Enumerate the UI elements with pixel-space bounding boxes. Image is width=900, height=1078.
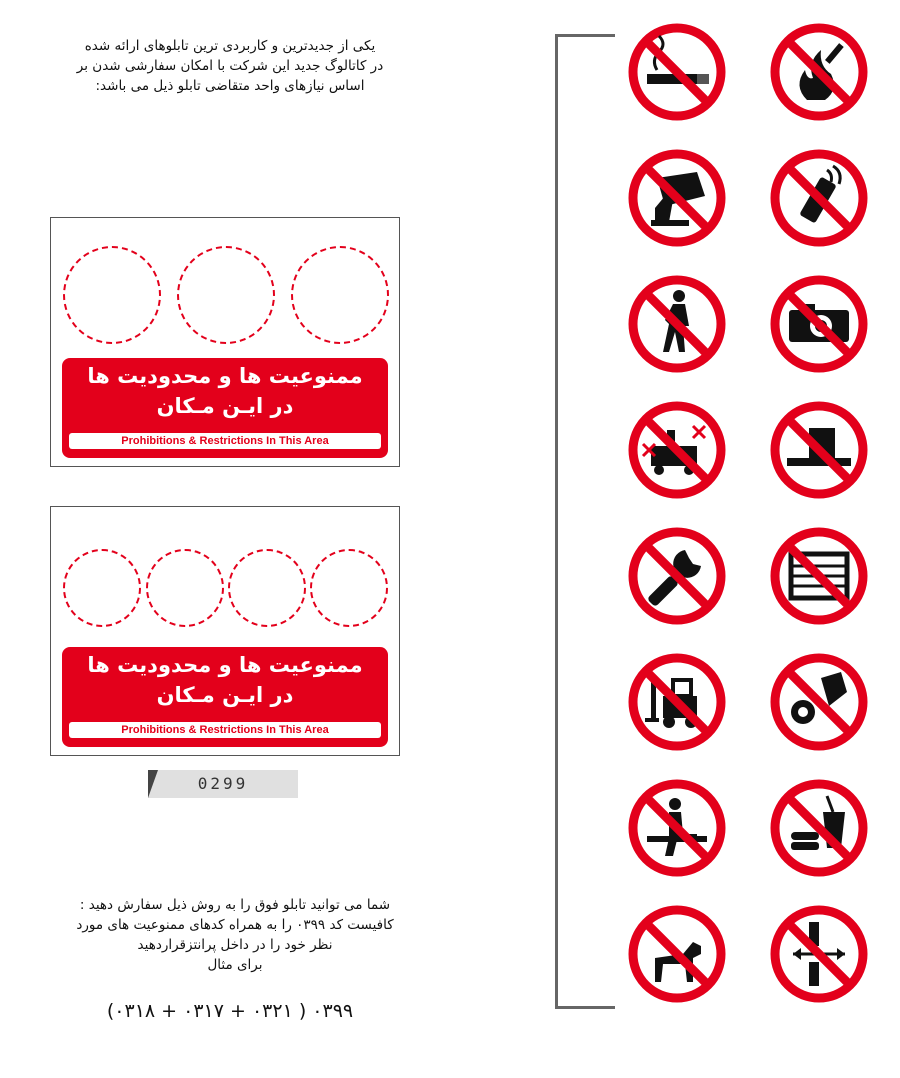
sign-title-line1: ممنوعیت ها و محدودیت ها [87,364,363,388]
placeholder-circle [63,549,141,627]
no-touching-icon [627,148,727,248]
intro-line: یکی از جدیدترین و کاربردی ترین تابلوهای ارائه شده [84,38,376,54]
no-forklift-icon [627,652,727,752]
placeholder-circle [228,549,306,627]
no-dogs-icon [627,904,727,1004]
sign-template-four-slots [50,506,400,756]
order-line: برای مثال [207,957,263,973]
no-sitting-icon [627,778,727,878]
placeholder-circle [291,246,389,344]
icons-bracket [555,34,615,1009]
intro-line: اساس نیازهای واحد متقاضی تابلو ذیل می باشد: [95,78,365,94]
no-tools-icon [627,526,727,626]
no-photography-icon [769,274,869,374]
no-stacking-icon [769,526,869,626]
placeholder-circle [63,246,161,344]
sign-title-line2: در ایـن مـکان [156,683,294,707]
placeholder-circle [310,549,388,627]
no-heavy-load-icon [769,400,869,500]
intro-line: در کاتالوگ جدید این شرکت با امکان سفارشی شدن بر [76,58,384,74]
no-smoking-icon [627,22,727,122]
placeholder-circle [146,549,224,627]
sign-banner [62,647,388,747]
no-food-or-drink-icon [769,778,869,878]
no-open-flame-icon [769,22,869,122]
sign-template-three-slots [50,217,400,467]
no-mobile-phone-icon [769,148,869,248]
order-line: شما می توانید تابلو فوق را به روش ذیل سفارش دهید : [79,897,391,913]
order-line: کافیست کد ۰۳۹۹ را به همراه کدهای ممنوعیت های مورد [76,917,394,933]
sign-title-line1: ممنوعیت ها و محدودیت ها [87,653,363,677]
no-extinguishing-with-water-icon [769,652,869,752]
sign-title-line2: در ایـن مـکان [156,394,294,418]
intro-paragraph [20,36,440,96]
no-trolley-icon [627,400,727,500]
sign-subtitle-en: Prohibitions & Restrictions In This Area [69,722,381,738]
no-switching-icon [769,904,869,1004]
order-instructions [0,895,470,975]
sign-banner [62,358,388,458]
example-formula: ۰۳۹۹ ( ۰۳۲۱ + ۰۳۱۷ + ۰۳۱۸) [106,1000,354,1022]
order-line: نظر خود را در داخل پرانتزقراردهید [137,937,333,953]
product-code-label [148,770,298,798]
placeholder-circle [177,246,275,344]
product-code: 0299 [197,774,249,793]
sign-subtitle-en: Prohibitions & Restrictions In This Area [69,433,381,449]
no-pedestrians-icon [627,274,727,374]
